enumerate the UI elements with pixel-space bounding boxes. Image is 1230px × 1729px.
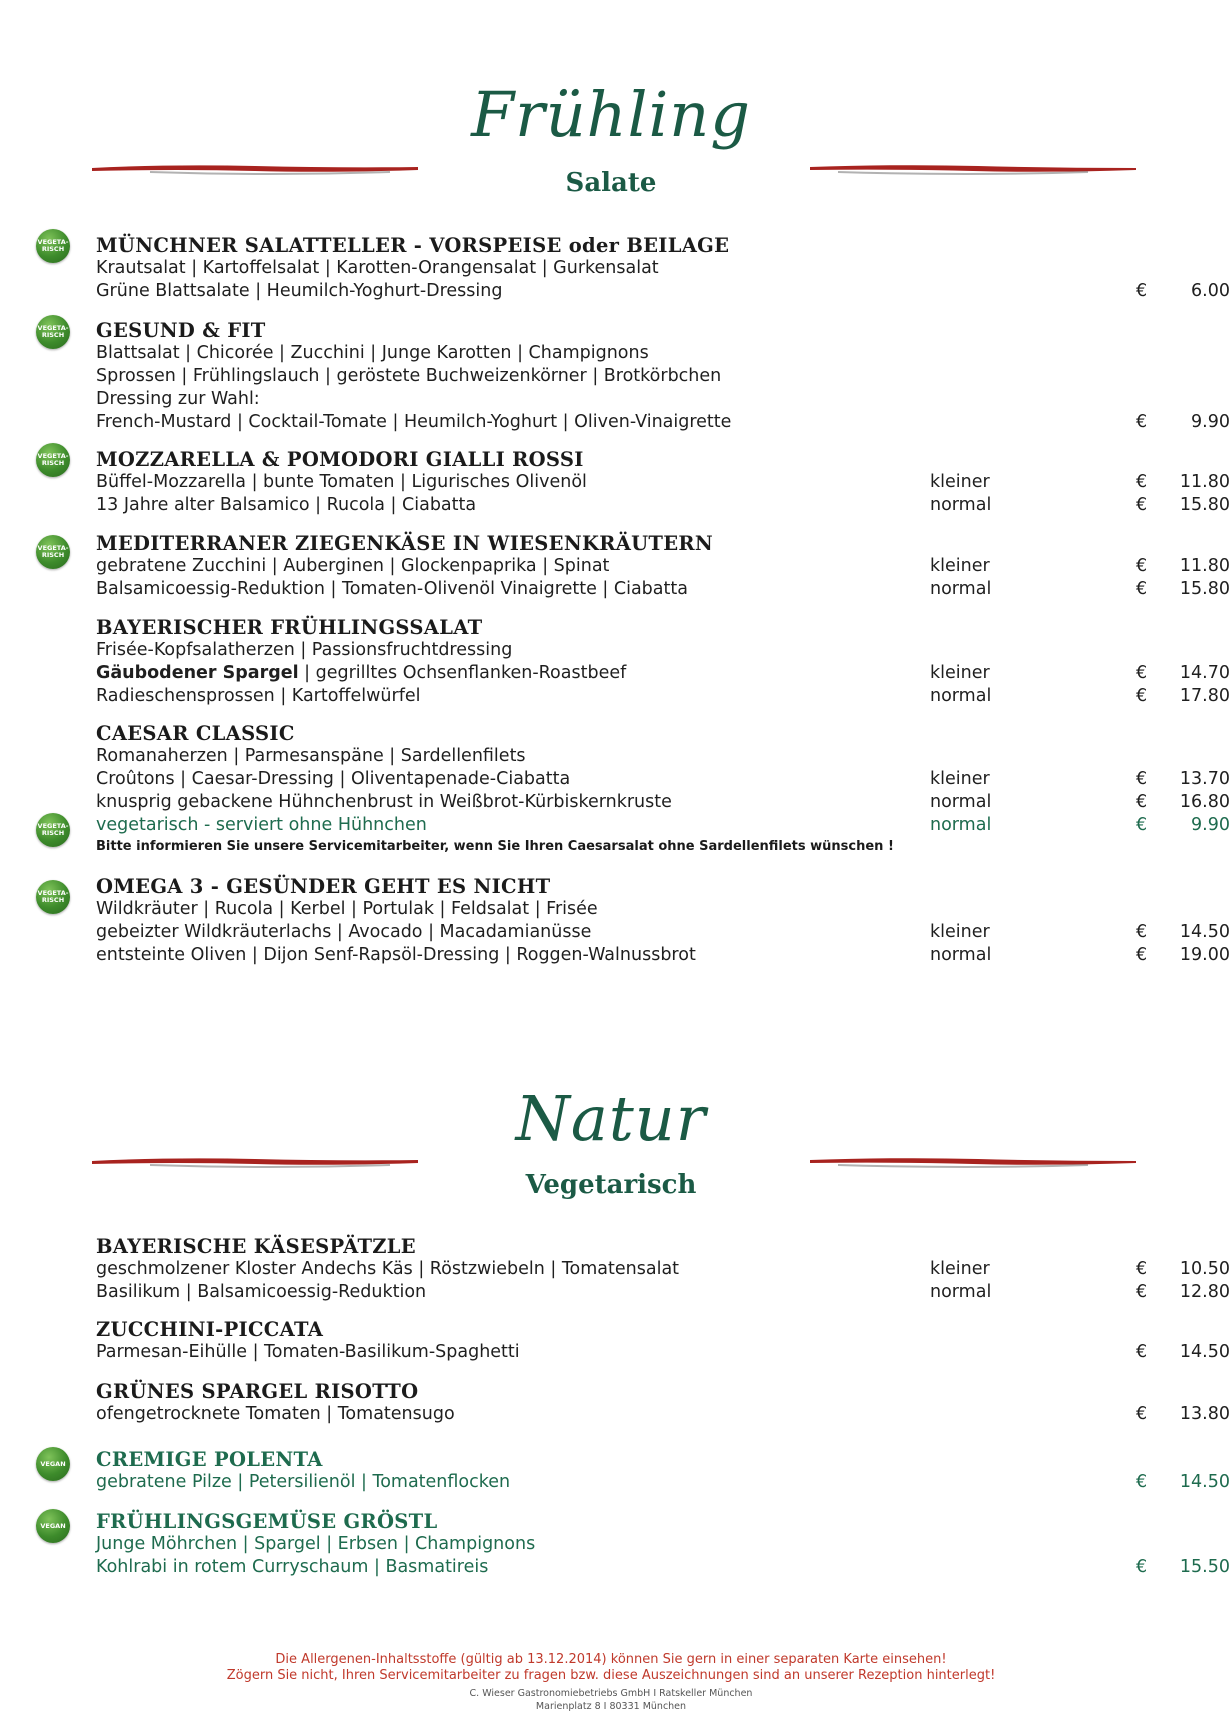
menu-item (96, 234, 1230, 303)
dish-line: Gäubodener Spargel | gegrilltes Ochsenflanken-Roastbeef kleiner € 14.70 (96, 663, 1230, 683)
price: 16.80 (1179, 792, 1230, 812)
price: 17.80 (1179, 686, 1230, 706)
portion-size: kleiner (930, 1259, 990, 1279)
menu-item (96, 448, 1230, 517)
spring-title: Frühling (471, 78, 751, 151)
price: 14.70 (1179, 663, 1230, 683)
dish-line: Romanaherzen | Parmesanspäne | Sardellenfilets (96, 746, 526, 766)
price: 14.50 (1179, 1472, 1230, 1492)
dish-title: OMEGA 3 - GESÜNDER GEHT ES NICHT (96, 875, 551, 898)
portion-size: normal (930, 792, 992, 812)
dish-line: geschmolzener Kloster Andechs Käs | Röstzwiebeln | Tomatensalat kleiner € 10.50 (96, 1259, 1230, 1279)
dish-line: Kohlrabi in rotem Curryschaum | Basmatireis € 15.50 (96, 1557, 1230, 1577)
dish-line: Büffel-Mozzarella | bunte Tomaten | Ligurisches Olivenöl kleiner € 11.80 (96, 472, 1230, 492)
right-red-brushstroke (808, 1153, 1138, 1169)
portion-size: normal (930, 686, 992, 706)
menu-item (96, 1318, 1230, 1364)
dish-line: knusprig gebackene Hühnchenbrust in Weißbrot-Kürbiskernkruste normal € 16.80 (96, 792, 1230, 812)
vegan-badge-icon: VEGAN (36, 1447, 70, 1481)
price: 12.80 (1179, 1282, 1230, 1302)
portion-size: normal (930, 579, 992, 599)
dish-line: Krautsalat | Kartoffelsalat | Karotten-Orangensalat | Gurkensalat (96, 258, 659, 278)
menu-item (96, 1510, 1230, 1579)
company-name: C. Wieser Gastronomiebetriebs GmbH I Ratskeller München (469, 1688, 753, 1699)
price: 6.00 (1191, 281, 1230, 301)
dish-line: Balsamicoessig-Reduktion | Tomaten-Olivenöl Vinaigrette | Ciabatta normal € 15.80 (96, 579, 1230, 599)
dish-line: Grüne Blattsalate | Heumilch-Yoghurt-Dressing € 6.00 (96, 281, 1230, 301)
dish-line: French-Mustard | Cocktail-Tomate | Heumilch-Yoghurt | Oliven-Vinaigrette € 9.90 (96, 412, 1230, 432)
portion-size: normal (930, 1282, 992, 1302)
menu-item (96, 319, 1230, 434)
portion-size: normal (930, 815, 992, 835)
portion-size: normal (930, 495, 992, 515)
nature-title: Natur (515, 1082, 707, 1155)
menu-item (96, 875, 1230, 967)
menu-item (96, 722, 1230, 857)
dish-line: Radieschensprossen | Kartoffelwürfel normal € 17.80 (96, 686, 1230, 706)
dish-line: Junge Möhrchen | Spargel | Erbsen | Champignons (96, 1534, 536, 1554)
dish-line: Blattsalat | Chicorée | Zucchini | Junge Karotten | Champignons (96, 343, 649, 363)
dish-title: CREMIGE POLENTA (96, 1448, 323, 1471)
dish-line: Dressing zur Wahl: (96, 389, 260, 409)
vegan-badge-icon: VEGAN (36, 1509, 70, 1543)
portion-size: kleiner (930, 769, 990, 789)
vegetarian-badge-icon: VEGETA- RISCH (36, 535, 70, 569)
portion-size: kleiner (930, 663, 990, 683)
dish-line: gebeizter Wildkräuterlachs | Avocado | Macadamianüsse kleiner € 14.50 (96, 922, 1230, 942)
dish-line: entsteinte Oliven | Dijon Senf-Rapsöl-Dressing | Roggen-Walnussbrot normal € 19.00 (96, 945, 1230, 965)
dish-title: FRÜHLINGSGEMÜSE GRÖSTL (96, 1510, 438, 1533)
dish-title: GRÜNES SPARGEL RISOTTO (96, 1380, 419, 1403)
dish-line: gebratene Pilze | Petersilienöl | Tomatenflocken € 14.50 (96, 1472, 1230, 1492)
nature-subtitle: Vegetarisch (525, 1170, 697, 1200)
dish-line: Sprossen | Frühlingslauch | geröstete Buchweizenkörner | Brotkörbchen (96, 366, 722, 386)
dish-line: Croûtons | Caesar-Dressing | Oliventapenade-Ciabatta kleiner € 13.70 (96, 769, 1230, 789)
allergen-notice-line-2: Zögern Sie nicht, Ihren Servicemitarbeiter zu fragen bzw. diese Auszeichnungen sind an unserer Rezeption hinterlegt! (226, 1668, 996, 1683)
dish-title: MEDITERRANER ZIEGENKÄSE IN WIESENKRÄUTERN (96, 532, 714, 555)
menu-item (96, 1448, 1230, 1494)
portion-size: kleiner (930, 922, 990, 942)
spring-subtitle: Salate (565, 168, 657, 198)
price: 14.50 (1179, 922, 1230, 942)
dish-title: BAYERISCHER FRÜHLINGSSALAT (96, 616, 483, 639)
price: 13.70 (1179, 769, 1230, 789)
dish-line: ofengetrocknete Tomaten | Tomatensugo € 13.80 (96, 1404, 1230, 1424)
vegetarian-badge-icon: VEGETA- RISCH (36, 315, 70, 349)
price: 11.80 (1179, 472, 1230, 492)
dish-line: 13 Jahre alter Balsamico | Rucola | Ciabatta normal € 15.80 (96, 495, 1230, 515)
dish-title: CAESAR CLASSIC (96, 722, 295, 745)
portion-size: normal (930, 945, 992, 965)
dish-line: gebratene Zucchini | Auberginen | Glockenpaprika | Spinat kleiner € 11.80 (96, 556, 1230, 576)
price: 13.80 (1179, 1404, 1230, 1424)
price: 19.00 (1179, 945, 1230, 965)
price: 11.80 (1179, 556, 1230, 576)
menu-item (96, 532, 1230, 601)
vegetarian-badge-icon: VEGETA- RISCH (36, 880, 70, 914)
vegetarian-badge-icon: VEGETA- RISCH (36, 443, 70, 477)
price: 15.50 (1179, 1557, 1230, 1577)
vegetarian-badge-icon: VEGETA- RISCH (36, 229, 70, 263)
price: 10.50 (1179, 1259, 1230, 1279)
dish-line: vegetarisch - serviert ohne Hühnchen normal € 9.90 (96, 815, 1230, 835)
portion-size: kleiner (930, 472, 990, 492)
price: 14.50 (1179, 1342, 1230, 1362)
menu-item (96, 616, 1230, 708)
menu-item (96, 1380, 1230, 1426)
dish-line: Basilikum | Balsamicoessig-Reduktion normal € 12.80 (96, 1282, 1230, 1302)
dish-line: Wildkräuter | Rucola | Kerbel | Portulak | Feldsalat | Frisée (96, 899, 598, 919)
allergy-note: Bitte informieren Sie unsere Servicemitarbeiter, wenn Sie Ihren Caesarsalat ohne Sardellenfilets wünschen ! (96, 839, 894, 854)
dish-title: BAYERISCHE KÄSESPÄTZLE (96, 1235, 416, 1258)
left-red-brushstroke (90, 1153, 420, 1169)
price: 15.80 (1179, 495, 1230, 515)
portion-size: kleiner (930, 556, 990, 576)
dish-line: Parmesan-Eihülle | Tomaten-Basilikum-Spaghetti € 14.50 (96, 1342, 1230, 1362)
menu-item (96, 1235, 1230, 1304)
price: 9.90 (1191, 815, 1230, 835)
dish-title: MOZZARELLA & POMODORI GIALLI ROSSI (96, 448, 584, 471)
dish-title: MÜNCHNER SALATTELLER - VORSPEISE oder BEILAGE (96, 234, 730, 257)
allergen-notice-line-1: Die Allergenen-Inhaltsstoffe (gültig ab 13.12.2014) können Sie gern in einer separaten Karte einsehen! (275, 1652, 947, 1667)
dish-title: GESUND & FIT (96, 319, 266, 342)
dish-line: Frisée-Kopfsalatherzen | Passionsfruchtdressing (96, 640, 513, 660)
price: 9.90 (1191, 412, 1230, 432)
company-address: Marienplatz 8 I 80331 München (535, 1701, 687, 1712)
vegetarian-badge-icon: VEGETA- RISCH (36, 813, 70, 847)
dish-title: ZUCCHINI-PICCATA (96, 1318, 324, 1341)
price: 15.80 (1179, 579, 1230, 599)
